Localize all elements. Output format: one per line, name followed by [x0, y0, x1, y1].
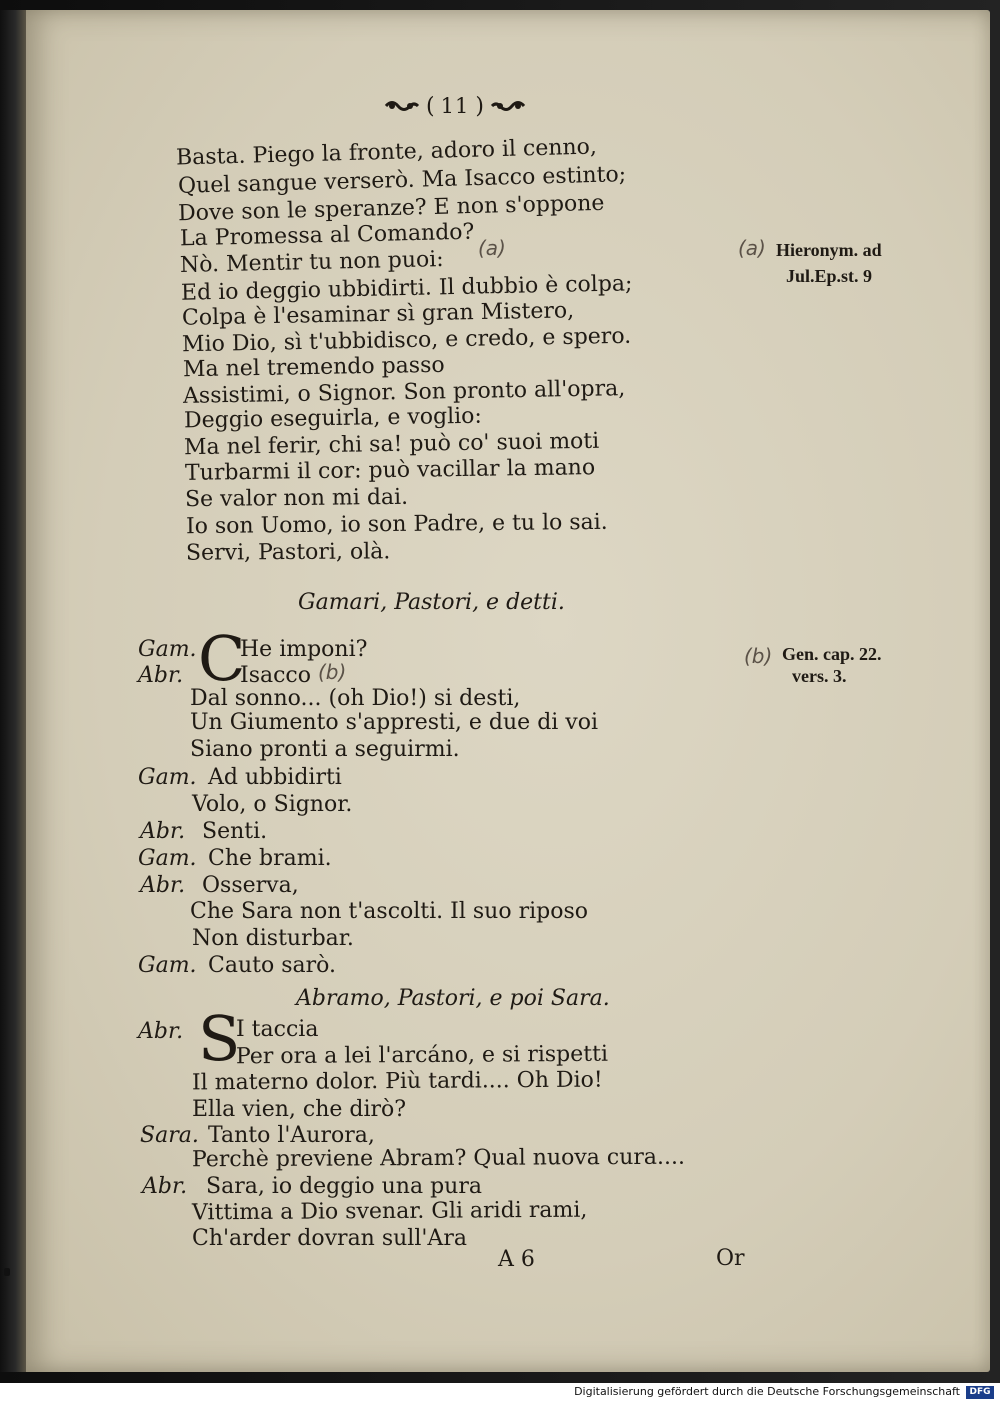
verse-line: Colpa è l'esaminar sì gran Mistero,: [181, 298, 575, 331]
verse-line: Mio Dio, sì t'ubbidisco, e credo, e spero.: [181, 323, 632, 358]
speaker-label: Gam.: [138, 637, 197, 662]
verse-line: Assistimi, o Signor. Son pronto all'opra,: [182, 376, 626, 409]
verse-line: La Promessa al Comando?: [179, 219, 475, 252]
dialogue-line: Senti.: [202, 819, 268, 844]
dialogue-line: He imponi?: [240, 637, 368, 662]
handwritten-ref: (a): [478, 236, 506, 260]
margin-note-genesis: Gen. cap. 22.: [782, 644, 882, 664]
dialogue-line: Volo, o Signor.: [192, 792, 353, 817]
dialogue-line: Che Sara non t'ascolti. Il suo riposo: [190, 899, 588, 924]
margin-note-epist: Jul.Ep.st. 9: [786, 266, 873, 286]
catchword: Or: [716, 1246, 745, 1271]
binding-mark: [4, 1268, 10, 1276]
verse-line: Quel sangue verserò. Ma Isacco estinto;: [177, 162, 627, 199]
dialogue-line: Tanto l'Aurora,: [208, 1123, 375, 1148]
speaker-label: Abr.: [138, 1019, 184, 1044]
verse-line: Deggio eseguirla, e voglio:: [183, 403, 483, 434]
speaker-label: Gam.: [138, 765, 197, 790]
dialogue-line: Osserva,: [202, 873, 299, 898]
verse-line: Io son Uomo, io son Padre, e tu lo sai.: [185, 509, 608, 540]
dialogue-line: Ad ubbidirti: [208, 765, 342, 790]
drop-cap: C: [198, 622, 246, 695]
verse-line: Dove son le speranze? E non s'oppone: [177, 190, 605, 227]
verse-line: Se valor non mi dai.: [184, 484, 409, 513]
speaker-label: Gam.: [138, 846, 197, 871]
dialogue-line: Siano pronti a seguirmi.: [190, 737, 460, 762]
digitization-footer: [0, 1383, 1000, 1403]
handwritten-note-mark: (a): [738, 236, 766, 260]
handwritten-ref: (b): [318, 660, 347, 684]
book-binding: [0, 10, 26, 1372]
dialogue-line: Per ora a lei l'arcáno, e si rispetti: [235, 1041, 609, 1070]
dialogue-line: Ella vien, che dirò?: [192, 1097, 407, 1122]
speaker-label: Gam.: [138, 953, 197, 978]
dialogue-line: Ch'arder dovran sull'Ara: [192, 1226, 467, 1251]
dialogue-line: Il materno dolor. Più tardi.... Oh Dio!: [191, 1067, 603, 1096]
speaker-label: Abr.: [138, 663, 184, 688]
verse-line: Turbarmi il cor: può vacillar la mano: [184, 455, 596, 486]
margin-note-hieronym: Hieronym. ad: [776, 240, 882, 260]
verse-line: Ma nel tremendo passo: [182, 352, 445, 383]
speaker-label: Abr.: [142, 1174, 188, 1199]
header-paren-close: ): [475, 93, 484, 119]
dialogue-line: Dal sonno... (oh Dio!) si desti,: [190, 686, 521, 711]
ornament-left-icon: [384, 99, 420, 113]
dialogue-line: Non disturbar.: [192, 926, 354, 951]
verse-line: Ma nel ferir, chi sa! può co' suoi moti: [183, 428, 600, 461]
dfg-logo: DFG: [966, 1386, 994, 1399]
dialogue-line: Sara, io deggio una pura: [206, 1174, 482, 1199]
running-header: [370, 91, 540, 121]
header-paren-open: (: [426, 93, 435, 119]
verse-line: Ed io deggio ubbidirti. Il dubbio è colpa;: [180, 271, 633, 306]
speaker-label: Sara.: [140, 1123, 199, 1148]
dialogue-line: Vittima a Dio svenar. Gli aridi rami,: [191, 1197, 588, 1226]
dialogue-line: Che brami.: [208, 846, 332, 871]
signature-mark: A 6: [498, 1247, 535, 1272]
verse-line: Servi, Pastori, olà.: [185, 539, 391, 566]
speaker-label: Abr.: [140, 819, 186, 844]
scene-heading: Gamari, Pastori, e detti.: [298, 590, 565, 615]
dialogue-line: Cauto sarò.: [208, 953, 336, 978]
ornament-right-icon: [490, 99, 526, 113]
verse-line: Nò. Mentir tu non puoi:: [179, 247, 444, 278]
dialogue-line: Un Giumento s'appresti, e due di voi: [190, 710, 599, 735]
speaker-label: Abr.: [140, 873, 186, 898]
dialogue-line: I taccia: [236, 1017, 319, 1042]
drop-cap: S: [198, 1002, 241, 1075]
dialogue-line: Perchè previene Abram? Qual nuova cura....: [191, 1144, 686, 1173]
dialogue-line: Isacco: [240, 663, 311, 688]
handwritten-note-mark: (b): [744, 644, 773, 668]
scene-heading: Abramo, Pastori, e poi Sara.: [296, 986, 610, 1011]
funding-credit: Digitalisierung gefördert durch die Deutsche Forschungsgemeinschaft: [574, 1385, 960, 1398]
margin-note-verse: vers. 3.: [792, 666, 847, 686]
page-number: 11: [440, 94, 470, 118]
verse-line: Basta. Piego la fronte, adoro il cenno,: [175, 134, 598, 171]
